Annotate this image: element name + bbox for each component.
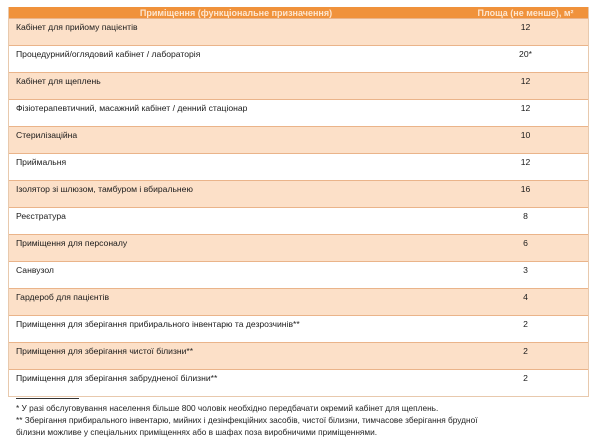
footnote-1: * У разі обслуговування населення більше 800 чоловік необхідно передбачати окремий кабінет для щеплень. (16, 403, 439, 413)
room-area-table (8, 7, 589, 397)
table-row (9, 288, 588, 315)
header-room: Приміщення (функціональне призначення) (139, 7, 333, 18)
area-cell: 4 (523, 292, 528, 302)
room-cell: Реєстратура (16, 211, 66, 221)
room-cell: Кабінет для прийому пацієнтів (16, 22, 138, 32)
table-row (9, 126, 588, 153)
table-row (9, 315, 588, 342)
area-cell: 6 (523, 238, 528, 248)
footnote-2-line-1: ** Зберігання прибирального інвентарю, мийних і дезінфекційних засобів, чистої білизни, тимчасове зберігання брудної (16, 415, 478, 425)
area-cell: 12 (520, 76, 531, 86)
room-cell: Фізіотерапевтичний, масажний кабінет / денний стаціонар (16, 103, 248, 113)
table-row (9, 369, 588, 396)
area-cell: 2 (523, 346, 528, 356)
footnote-divider (16, 398, 79, 399)
room-cell: Гардероб для пацієнтів (16, 292, 110, 302)
footnote-2-line-2: білизни можливе у спеціальних приміщеннях або в шафах поза виробничими приміщеннями. (16, 427, 378, 437)
room-cell: Приймальня (16, 157, 67, 167)
room-cell: Ізолятор зі шлюзом, тамбуром і вбиральнею (16, 184, 193, 194)
table-row (9, 180, 588, 207)
area-cell: 8 (523, 211, 528, 221)
room-cell: Приміщення для зберігання забрудненої білизни** (16, 373, 218, 383)
table-row (9, 207, 588, 234)
room-cell: Стерилізаційна (16, 130, 78, 140)
room-cell: Приміщення для персоналу (16, 238, 128, 248)
table-row (9, 72, 588, 99)
room-cell: Приміщення для зберігання прибирального інвентарю та дезрозчинів** (16, 319, 300, 329)
area-cell: 12 (520, 103, 531, 113)
area-cell: 3 (523, 265, 528, 275)
area-cell: 12 (520, 157, 531, 167)
table-row (9, 99, 588, 126)
table-row (9, 261, 588, 288)
area-cell: 12 (520, 22, 531, 32)
room-cell: Процедурний/оглядовий кабінет / лабораторія (16, 49, 201, 59)
table-row (9, 234, 588, 261)
table-row (9, 153, 588, 180)
area-cell: 2 (523, 319, 528, 329)
table-row (9, 18, 588, 45)
header-area: Площа (не менше), м² (477, 7, 574, 18)
table-row (9, 45, 588, 72)
area-cell: 20* (519, 49, 532, 59)
area-cell: 10 (520, 130, 531, 140)
room-cell: Приміщення для зберігання чистої білизни** (16, 346, 194, 356)
table-header (9, 7, 588, 18)
area-cell: 16 (520, 184, 531, 194)
area-cell: 2 (523, 373, 528, 383)
room-cell: Кабінет для щеплень (16, 76, 101, 86)
room-cell: Санвузол (16, 265, 54, 275)
table-row (9, 342, 588, 369)
